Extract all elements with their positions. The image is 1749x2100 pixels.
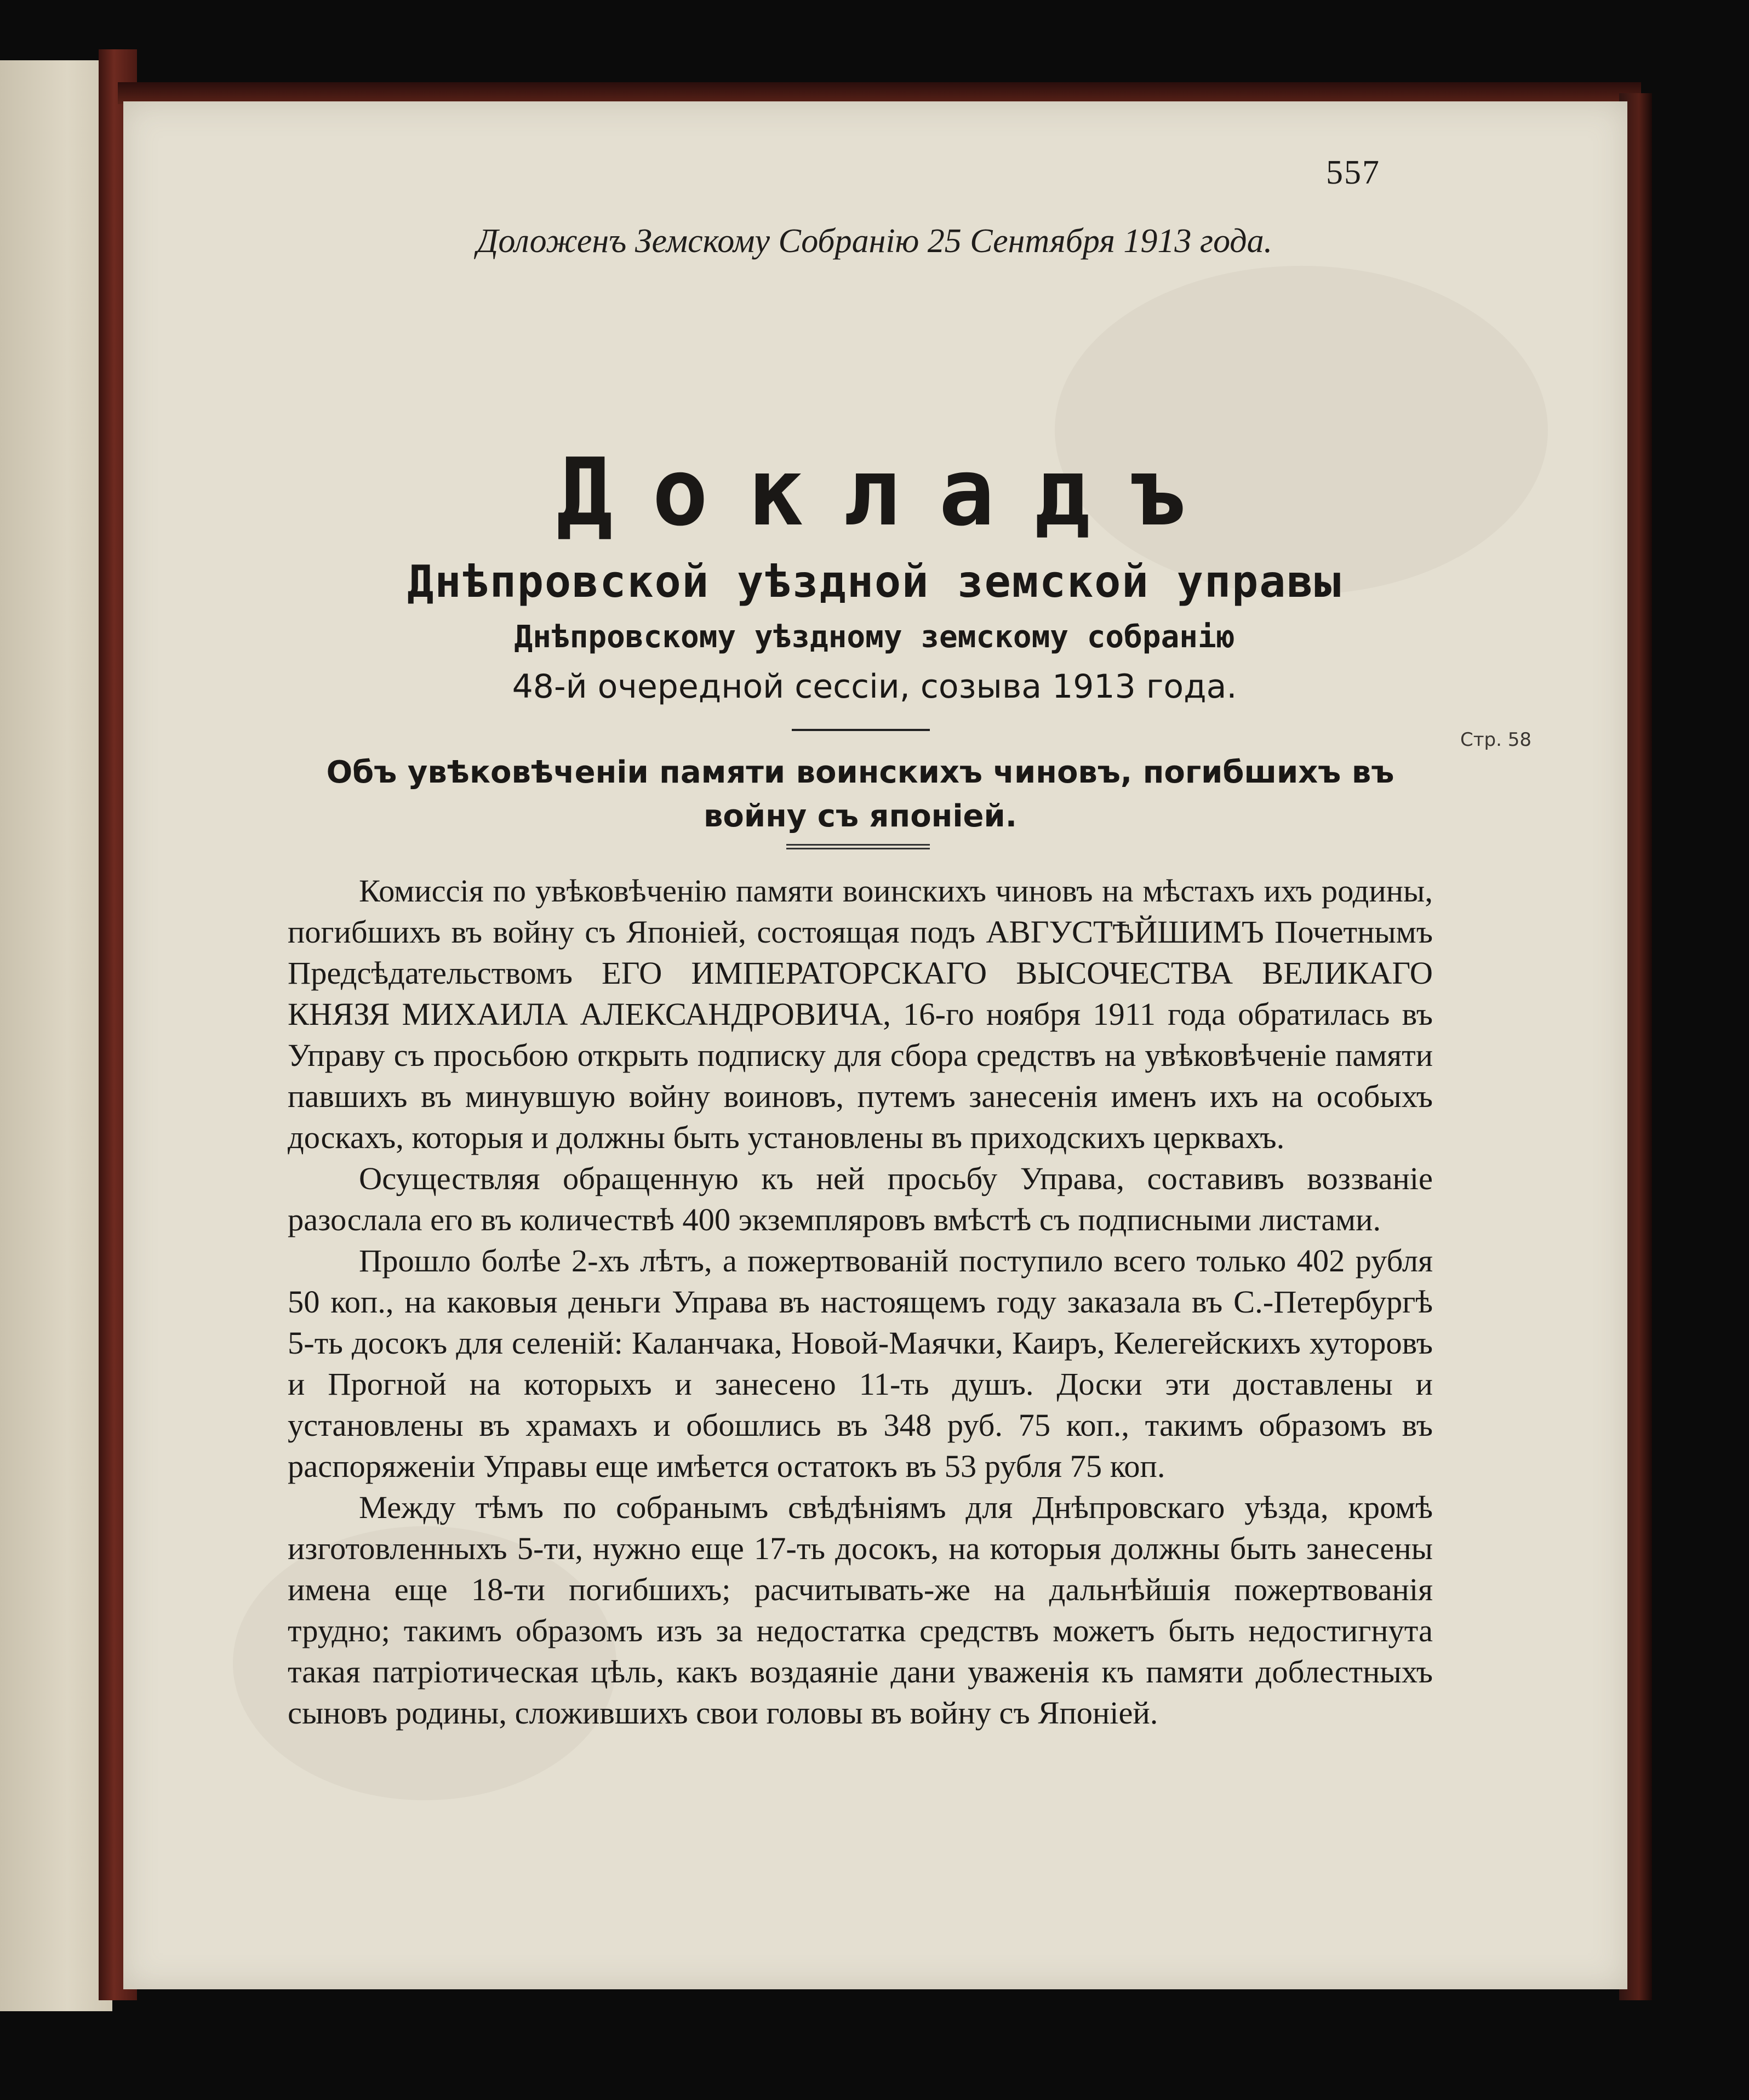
report-subject: Объ увѣковѣченіи памяти воинскихъ чиновъ, погибшихъ въ войну съ японіей. (326, 755, 1394, 834)
body-paragraph: Между тѣмъ по собранымъ свѣдѣніямъ для Днѣпровскаго уѣзда, кромѣ изготовленныхъ 5-ти, нужно еще 17-ть досокъ, на которыя должны быть занесены имена еще 18-ти погибшихъ; расчитывать-же на дальнѣйшія пожертвованія трудно; такимъ образомъ изъ за недостатка средствъ можетъ быть недостигнута такая патріотическая цѣль, какъ воздаяніе дани уваженія къ памяти доблестныхъ сыновъ родины, сложившихъ свои головы въ войну съ Японіей. (288, 1490, 1433, 1731)
double-divider-rule (786, 844, 930, 849)
presented-note: Доложенъ Земскому Собранію 25 Сентября 1913 года. (476, 222, 1273, 260)
book-cover-top (118, 82, 1641, 104)
previous-page-edge (0, 60, 112, 2011)
margin-note: Стр. 58 (1460, 729, 1532, 751)
body-paragraph: Осуществляя обращенную къ ней просьбу Управа, составивъ воззваніе разослала его въ количествѣ 400 экземпляровъ вмѣстѣ съ подписными листами. (288, 1161, 1433, 1237)
divider-rule (792, 729, 930, 731)
page-number: 557 (1326, 154, 1380, 191)
report-subtitle-session: 48-й очередной сессіи, созыва 1913 года. (512, 667, 1237, 706)
report-subtitle-board: Днѣпровской уѣздной земской управы (407, 556, 1342, 607)
report-subtitle-assembly: Днѣпровскому уѣздному земскому собранію (514, 619, 1235, 655)
report-body (288, 870, 1433, 1733)
body-paragraph: Комиссія по увѣковѣченію памяти воинскихъ чиновъ на мѣстахъ ихъ родины, погибшихъ въ войну съ Японіей, состоящая подъ АВГУСТѢЙШИМЪ Почетнымъ Предсѣдательствомъ ЕГО ИМПЕРАТОРСКАГО ВЫСОЧЕСТВА ВЕЛИКАГО КНЯЗЯ МИХАИЛА АЛЕКСАНДРОВИЧА, 16-го ноября 1911 года обратилась въ Управу съ просьбою открыть подписку для сбора средствъ на увѣковѣченіе памяти павшихъ въ минувшую войну воиновъ, путемъ занесенія именъ ихъ на особыхъ доскахъ, которыя и должны быть установлены въ приходскихъ церквахъ. (288, 873, 1433, 1155)
body-paragraph: Прошло болѣе 2-хъ лѣтъ, а пожертвованій поступило всего только 402 рубля 50 коп., на каковыя деньги Управа въ настоящемъ году заказала въ С.-Петербургѣ 5-ть досокъ для селеній: Каланчака, Новой-Маячки, Каиръ, Келегейскихъ хуторовъ и Прогной на которыхъ и занесено 11-ть душъ. Доски эти доставлены и установлены въ храмахъ и обошлись въ 348 руб. 75 коп., такимъ образомъ въ распоряженіи Управы еще имѣется остатокъ въ 53 рубля 75 коп. (288, 1243, 1433, 1484)
report-title: Докладъ (556, 438, 1226, 547)
